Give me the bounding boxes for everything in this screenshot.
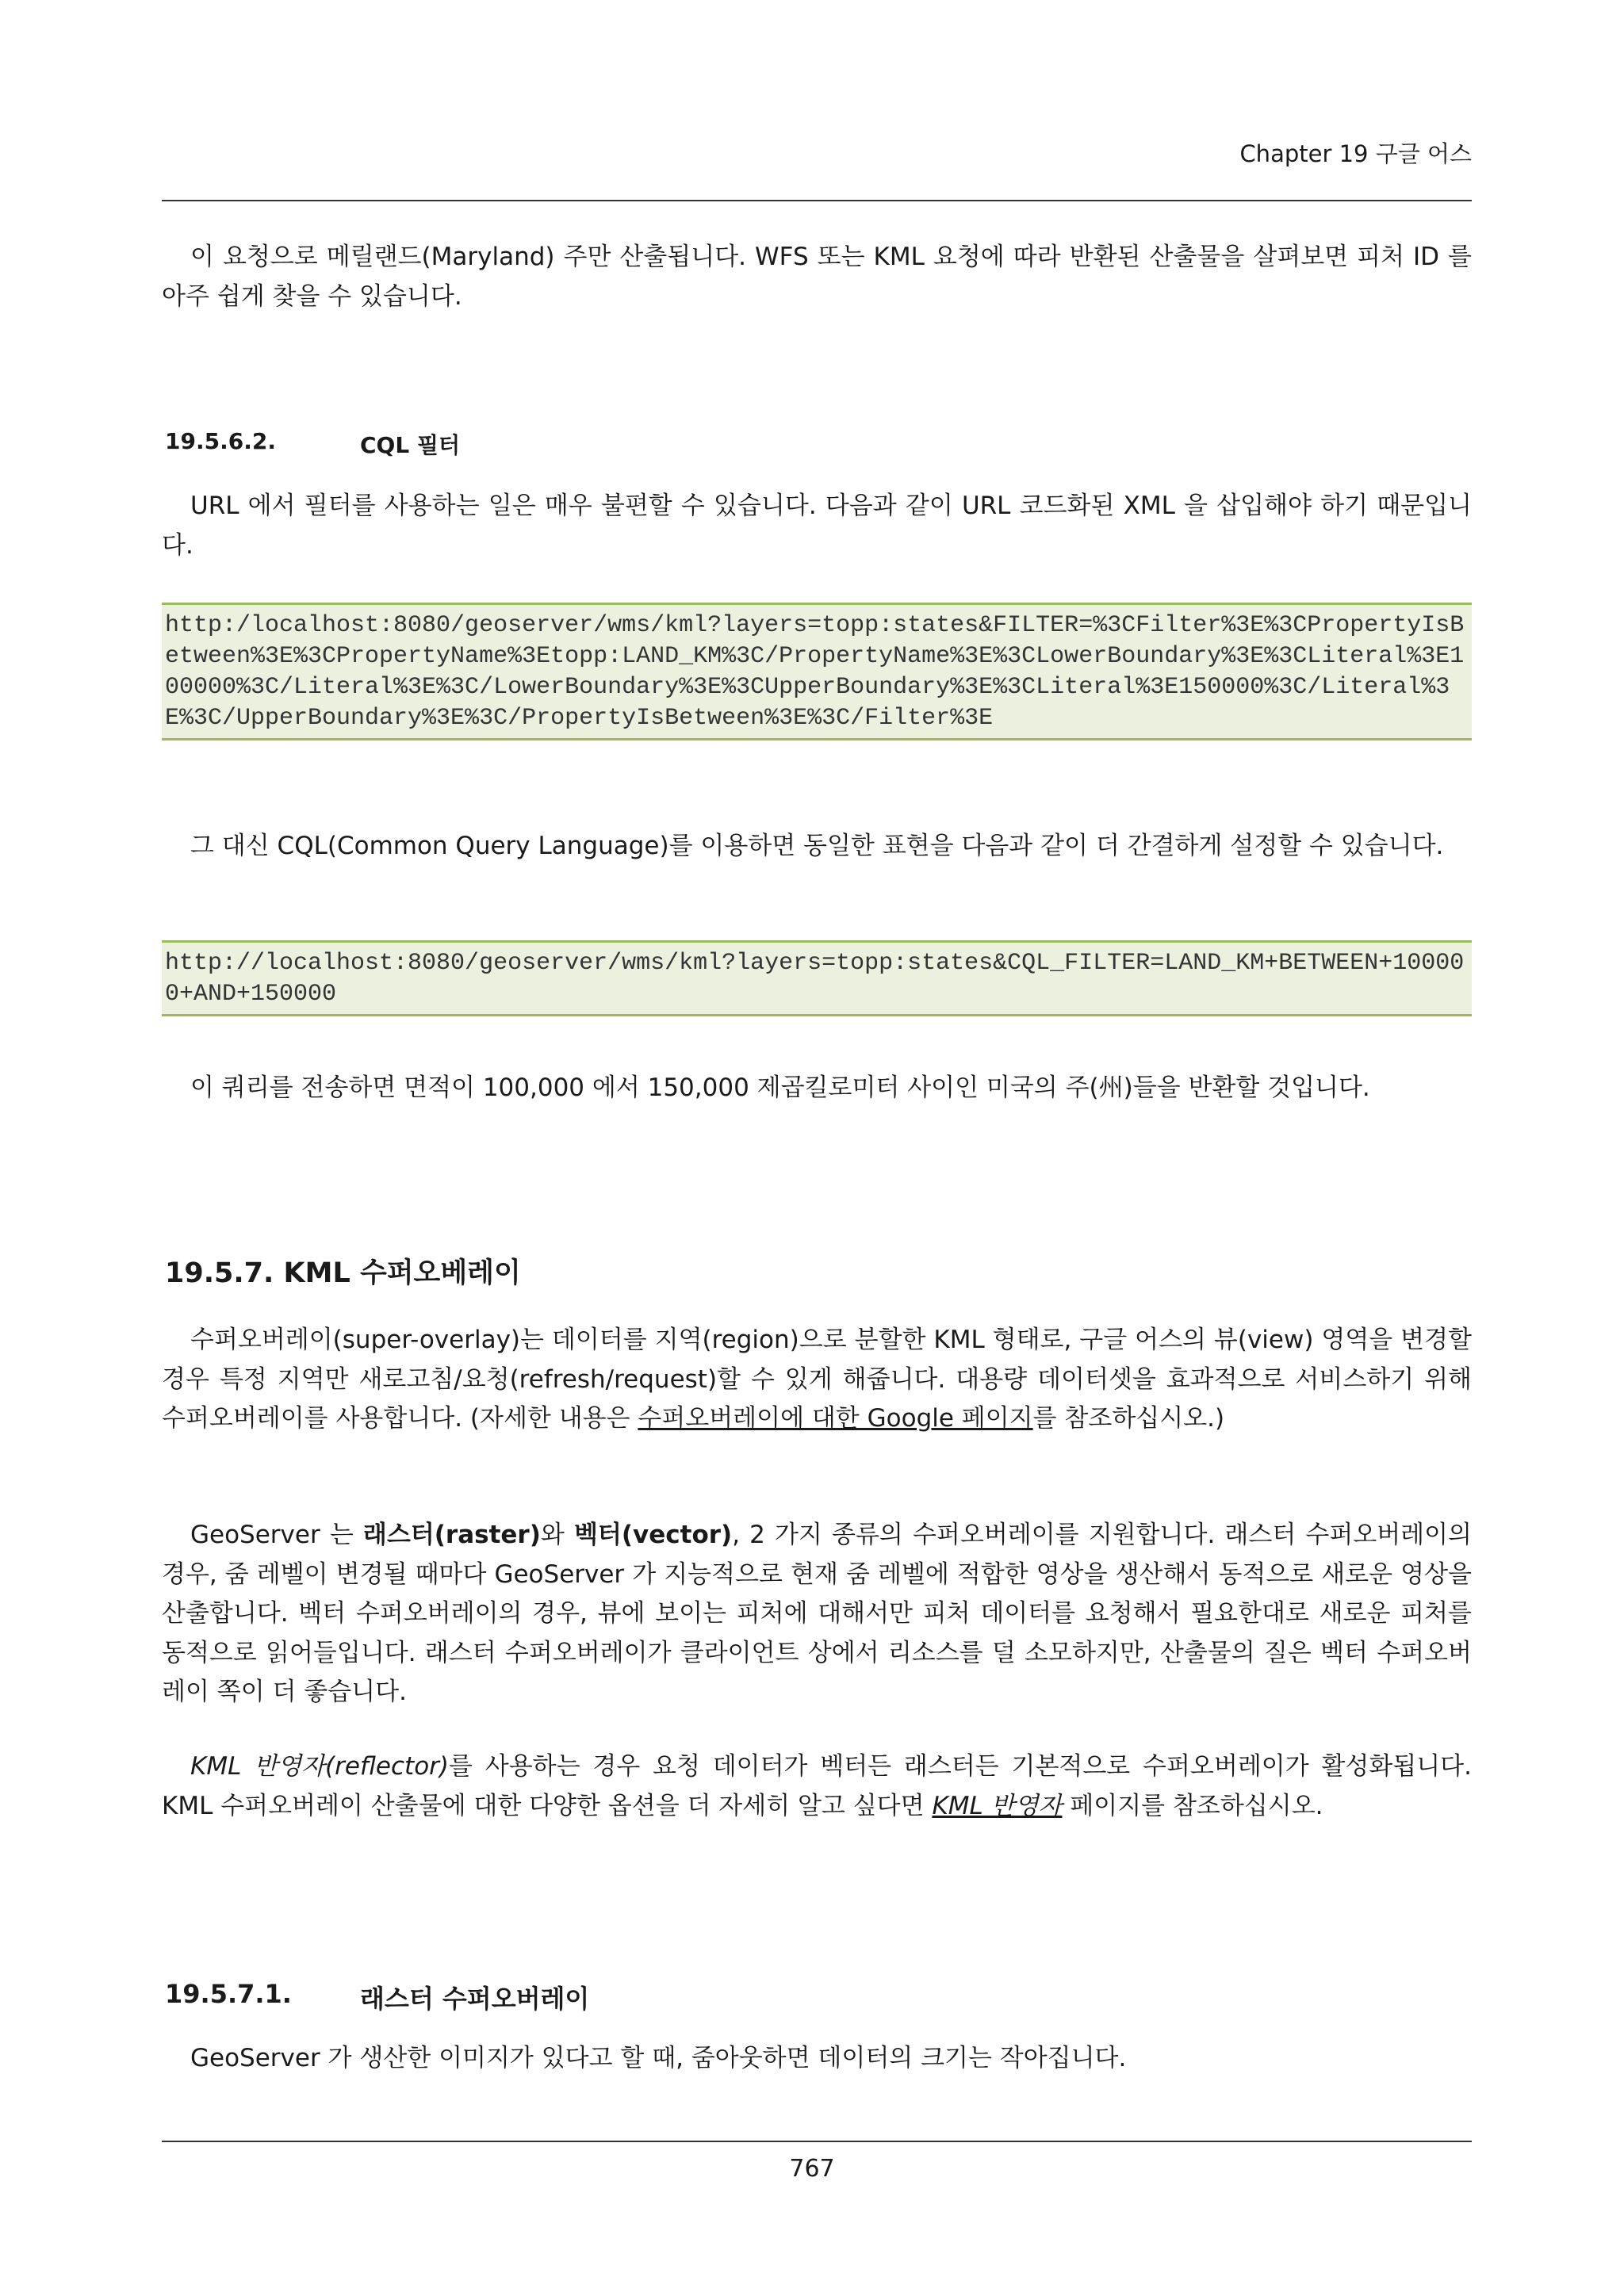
section-number: 19.5.7. [165, 1257, 274, 1289]
code-block-filter: http:/localhost:8080/geoserver/wms/kml?layers=topp:states&FILTER=%3CFilter%3E%3CPropertyIsBetween%3E%3CPropertyName%3Etopp:LAND_KM%3C/PropertyName%3E%3CLowerBoundary%3E%3CLiteral%3E100000%3C/Literal%3E%3C/LowerBoundary%3E%3CUpperBoundary%3E%3CLiteral%3E150000%3C/Literal%3E%3C/UpperBoundary%3E%3C/PropertyIsBetween%3E%3C/Filter%3E [162, 603, 1472, 740]
section-title: CQL 필터 [360, 432, 461, 458]
footer-rule [162, 2141, 1472, 2142]
running-header: Chapter 19 구글 어스 [1239, 140, 1472, 167]
page-number: 767 [789, 2155, 835, 2183]
code-block-cql: http://localhost:8080/geoserver/wms/kml?layers=topp:states&CQL_FILTER=LAND_KM+BETWEEN+100000+AND+150000 [162, 940, 1472, 1016]
cql-paragraph-2: 그 대신 CQL(Common Query Language)를 이용하면 동일한 표현을 다음과 같이 더 간결하게 설정할 수 있습니다. [190, 832, 1444, 860]
section-number: 19.5.7.1. [165, 1979, 292, 2009]
cql-paragraph-1: URL 에서 필터를 사용하는 일은 매우 불편할 수 있습니다. 다음과 같이 URL 코드화된 XML 을 삽입해야 하기 때문입니다. [162, 492, 1472, 560]
kml-paragraph-3: KML 반영자(reflector)를 사용하는 경우 요청 데이터가 벡터든 래스터든 기본적으로 수퍼오버레이가 활성화됩니다. KML 수퍼오버레이 산출물에 대한 다양한 옵션을 더 자세히 알고 싶다면 KML 반영자 페이지를 참조하십시오. [162, 1752, 1472, 1820]
section-heading-raster [165, 1979, 590, 2014]
header-rule [162, 200, 1472, 201]
cql-paragraph-3: 이 쿼리를 전송하면 면적이 100,000 에서 150,000 제곱킬로미터 사이인 미국의 주(州)들을 반환할 것입니다. [190, 1073, 1370, 1102]
section-title: KML 수퍼오베레이 [283, 1257, 521, 1289]
section-heading-kml [165, 1251, 521, 1291]
google-superoverlay-link[interactable]: 수퍼오버레이에 대한 Google 페이지 [638, 1404, 1033, 1433]
kml-paragraph-1: 수퍼오버레이(super-overlay)는 데이터를 지역(region)으로 분할한 KML 형태로, 구글 어스의 뷰(view) 영역을 변경할 경우 특정 지역만 새로고침/요청(refresh/request)할 수 있게 해줍니다. 대용량 데이터셋을 효과적으로 서비스하기 위해 수퍼오버레이를 사용합니다. (자세한 내용은 수퍼오버레이에 대한 Google 페이지를 참조하십시오.) [162, 1326, 1472, 1433]
kml-paragraph-2: GeoServer 는 래스터(raster)와 벡터(vector), 2 가지 종류의 수퍼오버레이를 지원합니다. 래스터 수퍼오버레이의 경우, 줌 레벨이 변경될 때마다 GeoServer 가 지능적으로 현재 줌 레벨에 적합한 영상을 생산해서 동적으로 새로운 영상을 산출합니다. 벡터 수퍼오버레이의 경우, 뷰에 보이는 피처에 대해서만 피처 데이터를 요청해서 필요한대로 새로운 피처를 동적으로 읽어들입니다. 래스터 수퍼오버레이가 클라이언트 상에서 리소스를 덜 소모하지만, 산출물의 질은 벡터 수퍼오버레이 쪽이 더 좋습니다. [162, 1521, 1473, 1707]
section-number: 19.5.6.2. [165, 428, 276, 454]
intro-paragraph: 이 요청으로 메릴랜드(Maryland) 주만 산출됩니다. WFS 또는 KML 요청에 따라 반환된 산출물을 살펴보면 피처 ID 를 아주 쉽게 찾을 수 있습니다. [162, 243, 1472, 311]
section-title: 래스터 수퍼오버레이 [360, 1984, 590, 2014]
section-heading-cql [165, 428, 461, 458]
raster-paragraph-1: GeoServer 가 생산한 이미지가 있다고 할 때, 줌아웃하면 데이터의 크기는 작아집니다. [190, 2044, 1127, 2072]
kml-reflector-link[interactable]: KML 반영자 [932, 1791, 1063, 1820]
